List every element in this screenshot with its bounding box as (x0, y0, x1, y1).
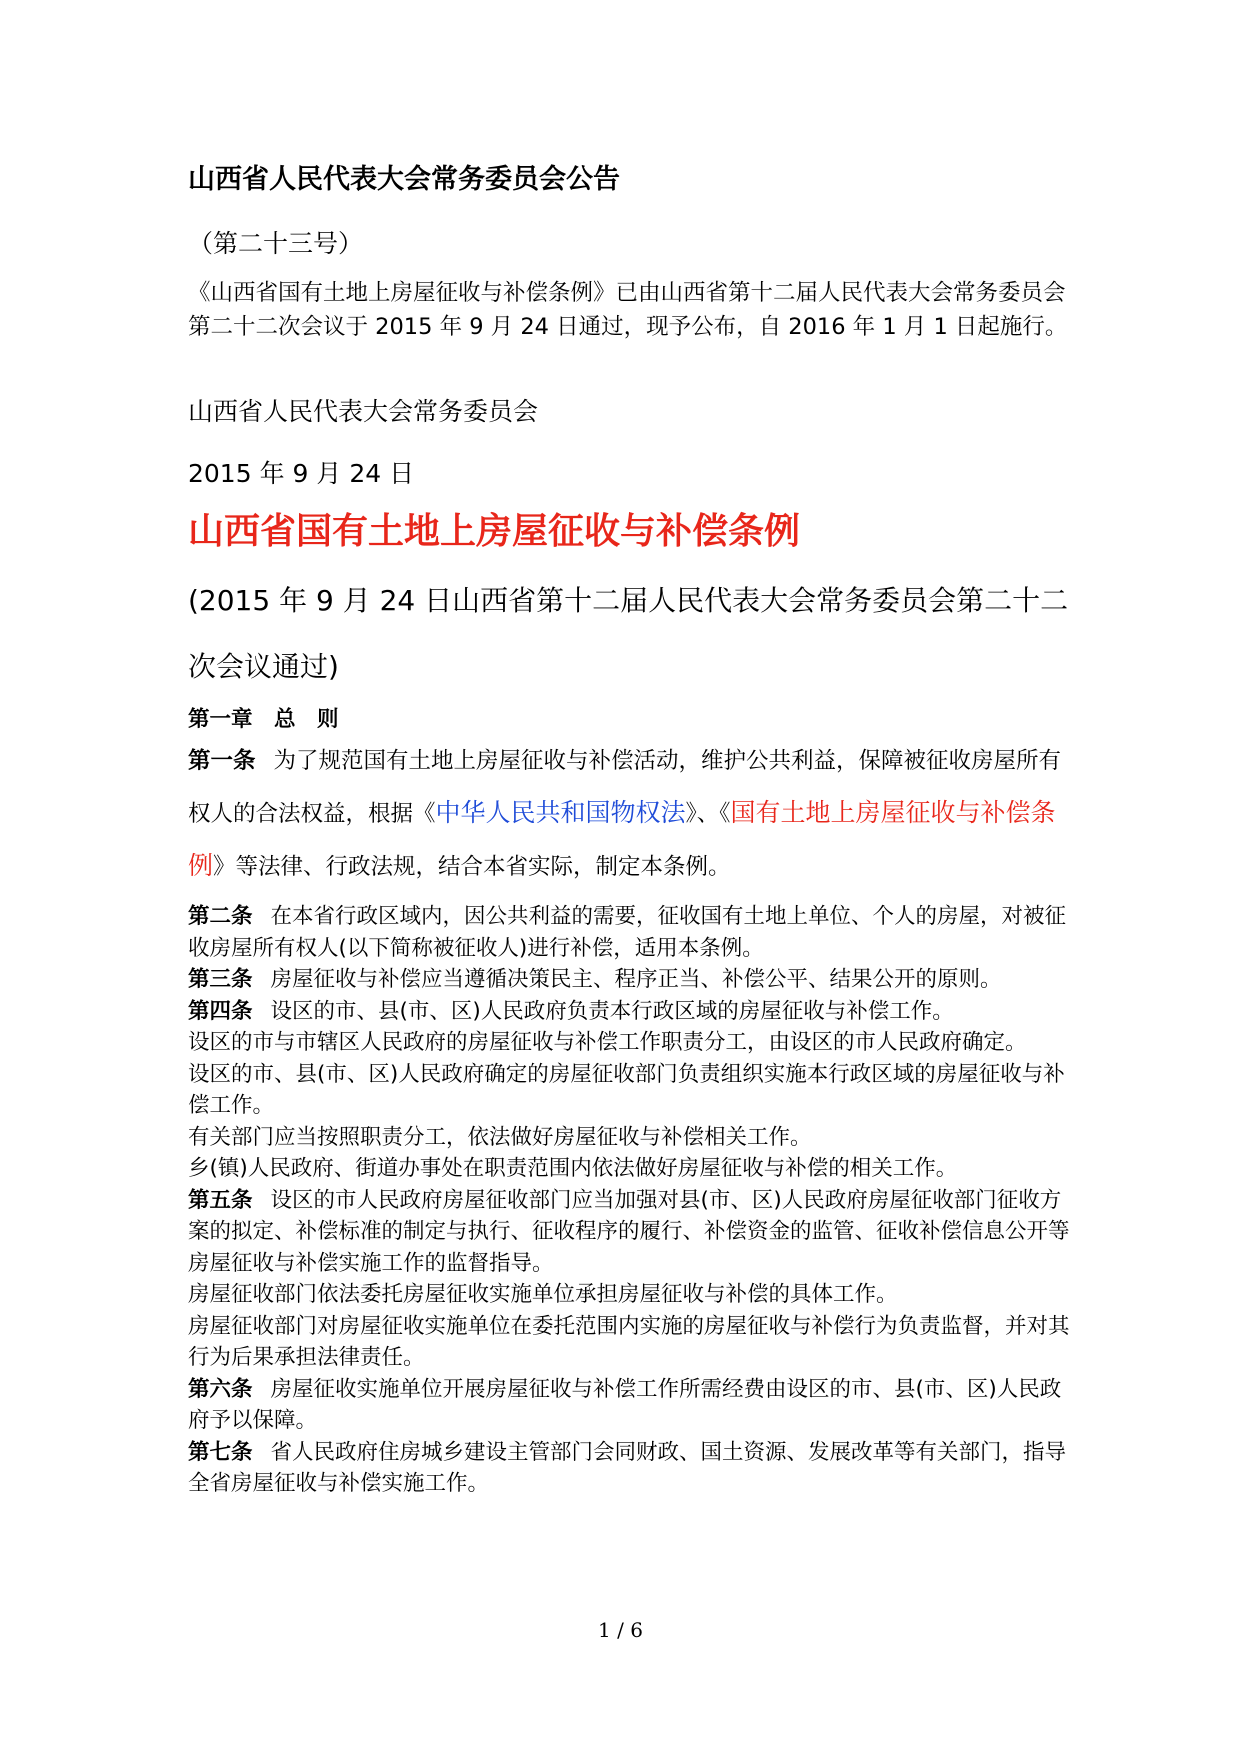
article-1 (188, 736, 1073, 893)
expropriation-regulation-link[interactable]: 国有土地上房屋征收与补偿条例 (188, 798, 1056, 880)
article-text: 》等法律、行政法规，结合本省实际，制定本条例。 (213, 854, 731, 880)
article-text: 设区的市、县(市、区)人民政府负责本行政区域的房屋征收与补偿工作。 (270, 998, 954, 1024)
article-paragraph: 设区的市、县(市、区)人民政府确定的房屋征收部门负责组织实施本行政区域的房屋征收与补偿工作。 (188, 1061, 1065, 1118)
article-text: 设区的市人民政府房屋征收部门应当加强对县(市、区)人民政府房屋征收部门征收方案的拟定、补偿标准的制定与执行、征收程序的履行、补偿资金的监管、征收补偿信息公开等房屋征收与补偿实施工作的监督指导。 (188, 1187, 1070, 1276)
notice-title: 山西省人民代表大会常务委员会公告 (188, 164, 620, 195)
article-paragraph: 乡(镇)人民政府、街道办事处在职责范围内依法做好房屋征收与补偿的相关工作。 (188, 1156, 958, 1181)
article-3 (188, 964, 1073, 996)
article-text: 为了规范国有土地上房屋征收与补偿活动，维护公共利益，保障被征收房屋所有权人的合法权益，根据《 (188, 748, 1062, 827)
article-2 (188, 901, 1073, 964)
notice-number: （第二十三号） (188, 229, 364, 258)
article-text: 省人民政府住房城乡建设主管部门会同财政、国土资源、发展改革等有关部门，指导全省房屋征收与补偿实施工作。 (188, 1439, 1067, 1496)
regulation-title: 山西省国有土地上房屋征收与补偿条例 (188, 511, 801, 552)
notice-signer: 山西省人民代表大会常务委员会 (188, 397, 539, 426)
article-paragraph: 房屋征收部门对房屋征收实施单位在委托范围内实施的房屋征收与补偿行为负责监督，并对其行为后果承担法律责任。 (188, 1313, 1070, 1370)
article-number: 第四条 (188, 998, 253, 1024)
article-5 (188, 1185, 1073, 1280)
article-4 (188, 996, 1073, 1028)
article-text: 房屋征收实施单位开展房屋征收与补偿工作所需经费由设区的市、县(市、区)人民政府予以保障。 (188, 1376, 1062, 1433)
notice-date: 2015 年 9 月 24 日 (188, 459, 415, 488)
article-paragraph: 设区的市与市辖区人民政府的房屋征收与补偿工作职责分工，由设区的市人民政府确定。 (188, 1030, 1027, 1055)
regulation-note: (2015 年 9 月 24 日山西省第十二届人民代表大会常务委员会第二十二次会议通过) (188, 584, 1069, 683)
article-paragraph: 有关部门应当按照职责分工，依法做好房屋征收与补偿相关工作。 (188, 1124, 812, 1150)
article-text: 房屋征收与补偿应当遵循决策民主、程序正当、补偿公平、结果公开的原则。 (270, 967, 1002, 992)
article-paragraph: 房屋征收部门依法委托房屋征收实施单位承担房屋征收与补偿的具体工作。 (188, 1282, 898, 1307)
page-number: 1 / 6 (598, 1618, 643, 1642)
property-law-link[interactable]: 中华人民共和国物权法 (435, 798, 686, 827)
article-number: 第一条 (188, 748, 256, 774)
article-number: 第三条 (188, 967, 253, 992)
article-6 (188, 1374, 1073, 1437)
document-content (188, 160, 1073, 1500)
notice-body: 《山西省国有土地上房屋征收与补偿条例》已由山西省第十二届人民代表大会常务委员会第二十二次会议于 2015 年 9 月 24 日通过，现予公布，自 2016 年 1 月 1 日起施行。 (188, 280, 1068, 340)
article-number: 第六条 (188, 1376, 253, 1402)
article-7 (188, 1437, 1073, 1500)
article-text: 》、《 (685, 801, 731, 827)
chapter-heading: 第一章 总 则 (188, 707, 339, 732)
article-number: 第七条 (188, 1439, 253, 1465)
article-number: 第二条 (188, 904, 253, 929)
article-number: 第五条 (188, 1187, 253, 1213)
article-text: 在本省行政区域内，因公共利益的需要，征收国有土地上单位、个人的房屋，对被征收房屋所有权人(以下简称被征收人)进行补偿，适用本条例。 (188, 904, 1067, 961)
